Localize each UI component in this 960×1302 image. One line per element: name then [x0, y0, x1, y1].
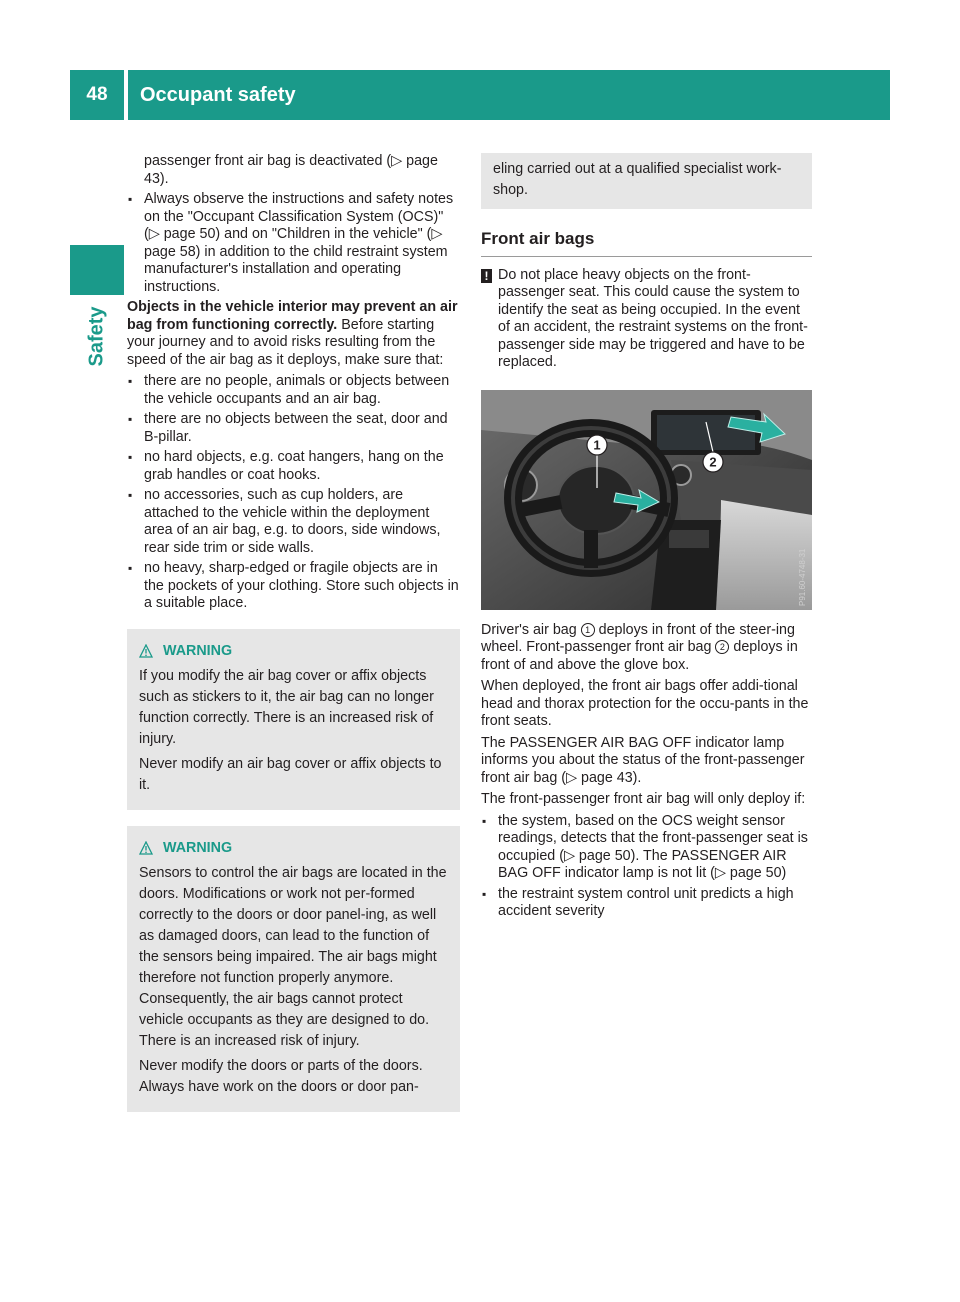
list-item: ▪ the restraint system control unit predicts a high accident severity [481, 886, 812, 921]
warning-heading [139, 838, 450, 859]
bullet-observe: ▪ Always observe the instructions and safety notes on the "Occupant Classification System (OCS)" (▷ page 50) and on "Children in the vehicle" (▷ page 58) in addition to the child restraint system manufacturer's installation and operating instructions. [127, 191, 460, 296]
paragraph-indicator: The PASSENGER AIR BAG OFF indicator lamp informs you about the status of the front-passenger front air bag (▷ page 43). [481, 734, 805, 786]
intro-rest: Before starting your journey and to avoid risks resulting from the speed of the air bag as it deploys, make sure that: [127, 316, 444, 368]
dashboard-airbag-photo [481, 390, 812, 610]
list-item: ▪ there are no objects between the seat, door and B-pillar. [127, 411, 460, 446]
right-column [481, 153, 812, 924]
warning-box-2 [127, 826, 460, 1112]
warning-triangle-icon [139, 644, 153, 658]
list-item: ▪ no accessories, such as cup holders, are attached to the vehicle within the deployment area of an air bag, e.g. to doors, side windows, rear side trim or side walls. [127, 487, 460, 557]
warning-box-1 [127, 629, 460, 810]
page-title: Occupant safety [128, 70, 890, 120]
intro-bold: Objects in the vehicle interior may prevent an air bag from functioning correctly. [127, 299, 458, 333]
caption-part: deploys in front of and above the glove box. [481, 639, 798, 673]
continued-text: passenger front air bag is deactivated (▷ page 43). [144, 153, 438, 187]
page-number: 48 [70, 70, 124, 120]
callout-1-symbol: 1 [581, 623, 595, 637]
caption-part: Driver's air bag [481, 621, 581, 638]
left-column [127, 153, 460, 1112]
notice-block [481, 267, 812, 372]
photo-code: P91.60-4748-31 [798, 548, 807, 606]
callout-2-symbol: 2 [715, 640, 729, 654]
side-tab-label: Safety [85, 305, 108, 367]
section-heading: Front air bags [481, 230, 812, 257]
warning-text: Sensors to control the air bags are located in the doors. Modifications or work not per-formed correctly to the doors or door panel-ing, as well as damaged doors, can lead to the function of the sensors being impaired. The air bags might therefore not function properly anymore. Consequently, the air bags cannot protect vehicle occupants as they are designed to do. There is an increased risk of injury. [139, 864, 447, 1049]
side-tab-square [70, 245, 124, 295]
warning-continued-box [481, 153, 812, 209]
caption [481, 622, 812, 675]
side-tab [70, 300, 124, 372]
warning-triangle-icon [139, 841, 153, 855]
callout-2: 2 [709, 454, 717, 469]
intro-paragraph [127, 299, 460, 369]
warning-text: Never modify the doors or parts of the doors. Always have work on the doors or door pan- [139, 1057, 423, 1095]
warning-label: WARNING [163, 839, 233, 856]
exclamation-icon: ! [481, 269, 492, 283]
paragraph-deployed: When deployed, the front air bags offer addi-tional head and thorax protection for the occu-pants in the front seats. [481, 678, 809, 729]
paragraph-only-if: The front-passenger front air bag will only deploy if: [481, 791, 806, 807]
callout-1: 1 [593, 437, 601, 452]
warning-label: WARNING [163, 642, 233, 659]
list-item: ▪ there are no people, animals or objects between the vehicle occupants and an air bag. [127, 373, 460, 408]
warning-text: If you modify the air bag cover or affix objects such as stickers to it, the air bag can no longer function correctly. There is an increased risk of injury. [139, 667, 434, 747]
caption-part: deploys in front of the steer-ing wheel. Front-passenger front air bag [481, 621, 795, 655]
warning-text: Never modify an air bag cover or affix objects to it. [139, 755, 442, 793]
warning-heading [139, 641, 450, 662]
list-item: ▪ the system, based on the OCS weight sensor readings, detects that the front-passenger seat is occupied (▷ page 50). The PASSENGER AIR BAG OFF indicator lamp is not lit (▷ page 50) [481, 813, 812, 883]
list-item: ▪ no heavy, sharp-edged or fragile objects are in the pockets of your clothing. Store such objects in a suitable place. [127, 560, 460, 613]
notice-text: Do not place heavy objects on the front-passenger seat. This could cause the system to identify the seat as being occupied. In the event of an accident, the restraint systems on the front-passenger side may be triggered and have to be replaced. [498, 266, 808, 370]
list-item: ▪ no hard objects, e.g. coat hangers, hang on the grab handles or coat hooks. [127, 449, 460, 484]
warning-continued-text: eling carried out at a qualified specialist work-shop. [493, 161, 782, 198]
